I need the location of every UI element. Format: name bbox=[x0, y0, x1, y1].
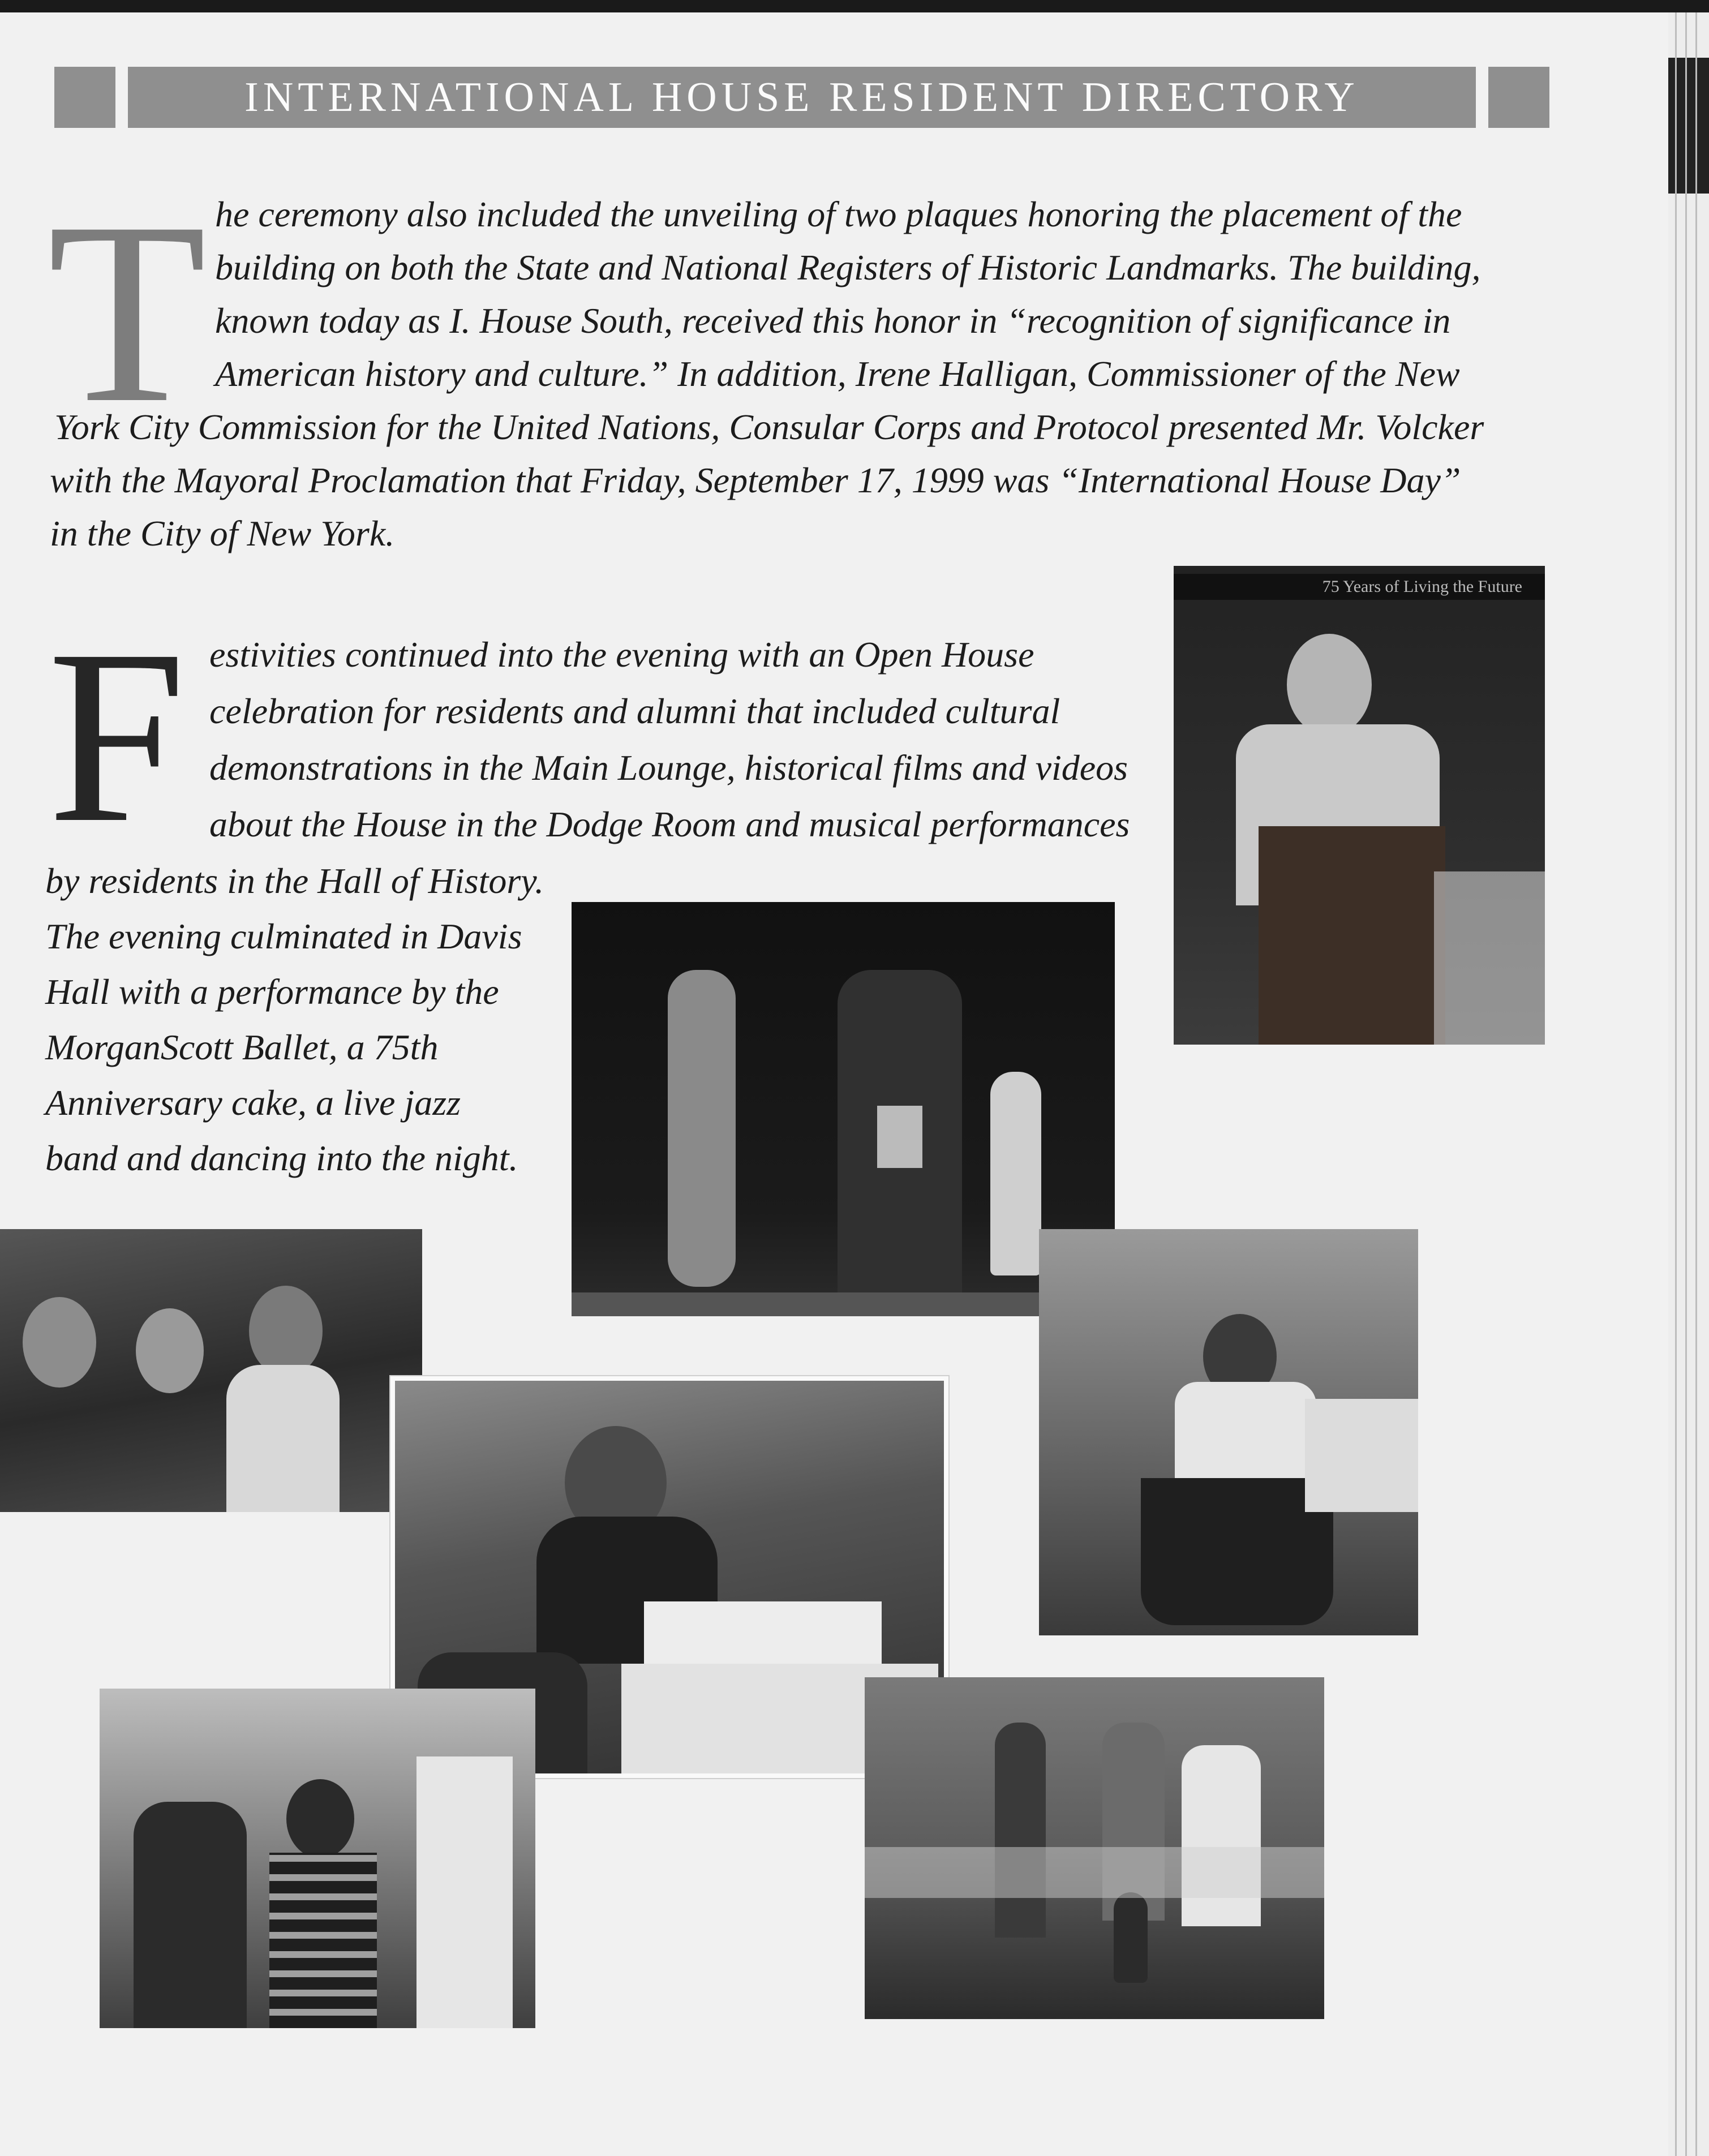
text-line: York City Commission for the United Nations, Consular Corps and Protocol presented Mr. Volcker bbox=[54, 407, 1484, 447]
crowd-face bbox=[249, 1286, 323, 1376]
crowd-face bbox=[136, 1308, 204, 1393]
page-header-title: INTERNATIONAL HOUSE RESIDENT DIRECTORY bbox=[128, 67, 1476, 128]
display-board bbox=[416, 1756, 513, 2028]
document-page bbox=[0, 12, 1668, 2156]
dancer-skirt bbox=[1141, 1478, 1333, 1625]
photo-booth-display bbox=[100, 1689, 535, 2028]
background-screen bbox=[1434, 871, 1545, 1045]
photo-cultural-dancer bbox=[1039, 1229, 1418, 1635]
person-back bbox=[134, 1802, 247, 2028]
text-line: about the House in the Dodge Room and musical performances bbox=[209, 804, 1130, 844]
text-line: estivities continued into the evening with an Open House bbox=[209, 634, 1034, 675]
text-line: Anniversary cake, a live jazz bbox=[45, 1083, 461, 1123]
wall-panel bbox=[865, 1847, 1324, 1898]
female-dancer bbox=[990, 1072, 1041, 1275]
text-line: with the Mayoral Proclamation that Friday, September 17, 1999 was “International House Day” bbox=[50, 460, 1461, 500]
crowd-shirt bbox=[226, 1365, 340, 1512]
child bbox=[1114, 1892, 1148, 1983]
text-line: Hall with a performance by the bbox=[45, 972, 499, 1012]
header-block-right bbox=[1488, 67, 1549, 128]
male-dancer bbox=[668, 970, 736, 1287]
display-table bbox=[1305, 1399, 1418, 1512]
header-block-left bbox=[54, 67, 115, 128]
edge-line bbox=[1685, 12, 1687, 2156]
singer bbox=[995, 1723, 1046, 1938]
edge-line bbox=[1695, 12, 1697, 2156]
stage-floor bbox=[572, 1292, 1115, 1316]
photo-speaker-podium bbox=[1174, 566, 1545, 1045]
edge-line bbox=[1675, 12, 1677, 2156]
page-edge bbox=[1668, 12, 1709, 2156]
text-line: American history and culture.” In addition, Irene Halligan, Commissioner of the New bbox=[215, 354, 1460, 394]
text-line: demonstrations in the Main Lounge, historical films and videos bbox=[209, 748, 1128, 788]
dropcap-f: F bbox=[48, 599, 186, 874]
text-line: band and dancing into the night. bbox=[45, 1138, 518, 1178]
dancer-white-shirt bbox=[1182, 1745, 1261, 1926]
text-line: The evening culminated in Davis bbox=[45, 916, 522, 956]
person-head bbox=[286, 1779, 354, 1858]
ih-logo bbox=[877, 1106, 922, 1168]
cake bbox=[644, 1601, 882, 1669]
text-line: celebration for residents and alumni that included cultural bbox=[209, 691, 1060, 731]
photo-jazz-band bbox=[865, 1677, 1324, 2019]
speaker-head bbox=[1287, 634, 1372, 736]
photo-banner-text: 75 Years of Living the Future bbox=[1174, 574, 1545, 600]
podium bbox=[1259, 826, 1445, 1045]
photo-crowd bbox=[0, 1229, 422, 1512]
edge-tab bbox=[1668, 58, 1709, 194]
text-line: he ceremony also included the unveiling of two plaques honoring the placement of the bbox=[215, 194, 1462, 234]
crowd-face bbox=[23, 1297, 96, 1388]
text-line: MorganScott Ballet, a 75th bbox=[45, 1027, 439, 1067]
text-line: building on both the State and National Registers of Historic Landmarks. The building, bbox=[215, 247, 1481, 287]
text-line: in the City of New York. bbox=[50, 513, 395, 553]
photo-ballet-performance bbox=[572, 902, 1115, 1316]
text-line: by residents in the Hall of History. bbox=[45, 861, 544, 901]
dropcap-t: T bbox=[48, 168, 207, 457]
striped-shirt bbox=[269, 1853, 377, 2028]
text-line: known today as I. House South, received this honor in “recognition of significance in bbox=[215, 300, 1451, 341]
